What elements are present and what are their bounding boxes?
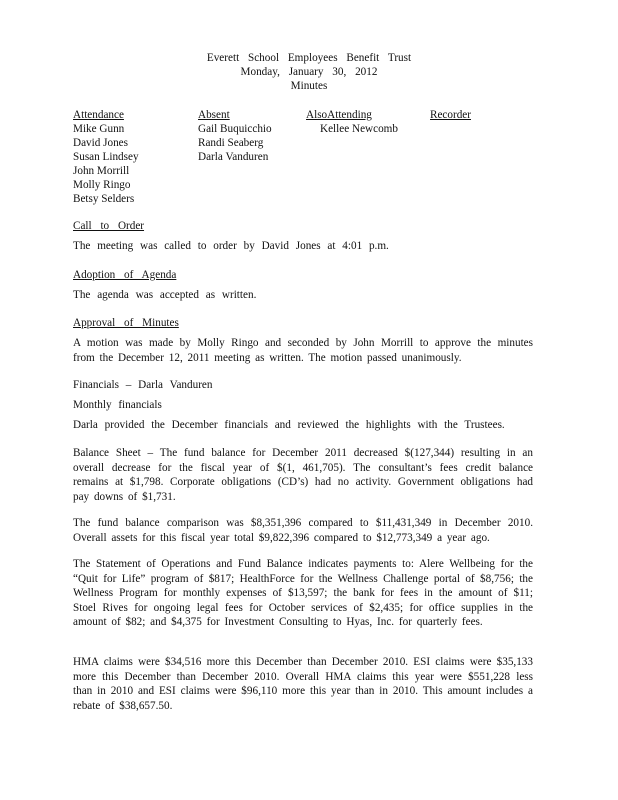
absentee: Randi Seaberg — [198, 137, 264, 149]
fund-comparison-paragraph: The fund balance comparison was $8,351,396 compared to $11,431,349 in December 2010. Overall assets for this fiscal year total $9,822,396 compared to $12,773,349 a year ago. — [73, 517, 533, 544]
also-attending-label: AlsoAttending — [306, 109, 372, 121]
attendee: Susan Lindsey — [73, 151, 139, 163]
also-attending-column — [306, 108, 398, 136]
adoption-heading: Adoption of Agenda — [73, 269, 177, 281]
balance-sheet-paragraph: Balance Sheet – The fund balance for December 2011 decreased $(127,344) resulting in an overall decrease for the fiscal year of $(1, 461,705). The consultant’s fees credit balance remains at $1,798. Corporate obligations (CD’s) had no activity. Government obligations had pay downs of $1,731. — [73, 447, 533, 503]
financials-intro: Darla provided the December financials and reviewed the highlights with the Trustees. — [73, 419, 505, 431]
adoption-text: The agenda was accepted as written. — [73, 289, 257, 301]
document-subtitle: Minutes — [290, 80, 328, 92]
call-to-order-text: The meeting was called to order by David Jones at 4:01 p.m. — [73, 240, 389, 252]
financials-heading: Financials – Darla Vanduren — [73, 379, 213, 391]
also-attendee: Kellee Newcomb — [320, 123, 398, 135]
claims-paragraph: HMA claims were $34,516 more this December than December 2010. ESI claims were $35,133 more this December than December 2010. Overall HMA claims this year were $551,228 less than in 2010 and ESI claims were $96,110 more this year than in 2010. This amount includes a rebate of $38,657.50. — [73, 656, 533, 712]
approval-heading: Approval of Minutes — [73, 317, 179, 329]
attendee: David Jones — [73, 137, 128, 149]
call-to-order-heading: Call to Order — [73, 220, 145, 232]
absent-column — [198, 108, 272, 164]
absentee: Gail Buquicchio — [198, 123, 272, 135]
attendee: Mike Gunn — [73, 123, 125, 135]
absent-label: Absent — [198, 109, 230, 121]
absentee: Darla Vanduren — [198, 151, 269, 163]
meeting-date: Monday, January 30, 2012 — [240, 66, 378, 78]
attendee: Betsy Selders — [73, 193, 135, 205]
recorder-label: Recorder — [430, 109, 471, 121]
attendee: Molly Ringo — [73, 179, 131, 191]
attendee: John Morrill — [73, 165, 130, 177]
recorder-column — [430, 108, 471, 122]
statement-of-operations-paragraph: The Statement of Operations and Fund Balance indicates payments to: Alere Wellbeing for the “Quit for Life” program of $817; HealthForce for the Wellness Challenge portal of $8,756; the Wellness Program for monthly expenses of $13,597; the bank for fees in the amount of $11; Stoel Rives for ongoing legal fees for October services of $2,435; for office supplies in the amount of $82; and $4,375 for Investment Consulting to Hyas, Inc. for quarterly fees. — [73, 558, 533, 628]
approval-text: A motion was made by Molly Ringo and seconded by John Morrill to approve the minutes from the December 12, 2011 meeting as written. The motion passed unanimously. — [73, 337, 533, 364]
attendance-label: Attendance — [73, 109, 124, 121]
document-title: Everett School Employees Benefit Trust — [206, 52, 412, 64]
attendance-column — [73, 108, 139, 206]
financials-subheading: Monthly financials — [73, 399, 162, 411]
